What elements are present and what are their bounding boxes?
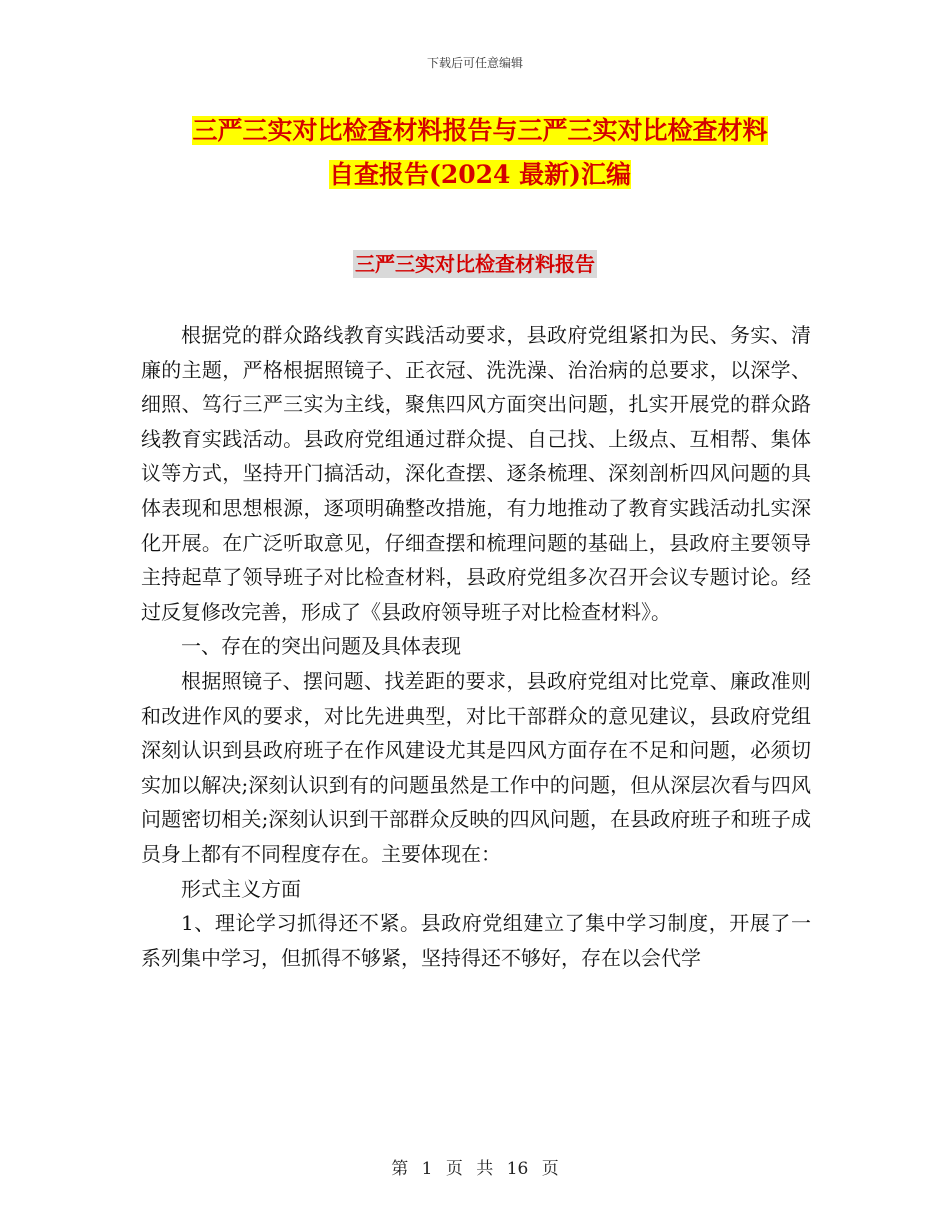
page-footer: 第 1 页 共 16 页 [391, 1159, 559, 1179]
paragraph-problems: 根据照镜子、摆问题、找差距的要求，县政府党组对比党章、廉政准则和改进作风的要求，对比先进典型，对比干部群众的意见建议，县政府党组深刻认识到县政府班子在作风建设尤其是四风方面存在不足和问题，必须切实加以解决;深刻认识到有的问题虽然是工作中的问题，但从深层次看与四风问题密切相关;深刻认识到干部群众反映的四风问题，在县政府班子和班子成员身上都有不同程度存在。主要体现在： [141, 668, 811, 866]
subtitle-text: 三严三实对比检查材料报告 [355, 252, 595, 276]
document-title-line-2 [140, 160, 820, 190]
subheading-formalism: 形式主义方面 [181, 876, 301, 901]
section-heading-problems: 一、存在的突出问题及具体表现 [181, 634, 461, 659]
section-subtitle [0, 248, 950, 277]
paragraph-intro: 根据党的群众路线教育实践活动要求，县政府党组紧扣为民、务实、清廉的主题，严格根据照镜子、正衣冠、洗洗澡、治治病的总要求，以深学、细照、笃行三严三实为主线，聚焦四风方面突出问题，扎实开展党的群众路线教育实践活动。县政府党组通过群众提、自己找、上级点、互相帮、集体议等方式，坚持开门搞活动，深化查摆、逐条梳理、深刻剖析四风问题的具体表现和思想根源，逐项明确整改措施，有力地推动了教育实践活动扎实深化开展。在广泛听取意见，仔细查摆和梳理问题的基础上，县政府主要领导主持起草了领导班子对比检查材料，县政府党组多次召开会议专题讨论。经过反复修改完善，形成了《县政府领导班子对比检查材料》。 [141, 323, 811, 624]
title-line-2-text: 自查报告(2024 最新)汇编 [329, 160, 631, 189]
paragraph-item-1: 1、理论学习抓得还不紧。县政府党组建立了集中学习制度，开展了一系列集中学习，但抓得不够紧，坚持得还不够好，存在以会代学 [141, 911, 811, 970]
header-note: 下载后可任意编辑 [426, 56, 523, 70]
document-title-line-1 [140, 116, 820, 146]
title-line-1-text: 三严三实对比检查材料报告与三严三实对比检查材料 [192, 116, 768, 145]
body-text [141, 318, 811, 975]
